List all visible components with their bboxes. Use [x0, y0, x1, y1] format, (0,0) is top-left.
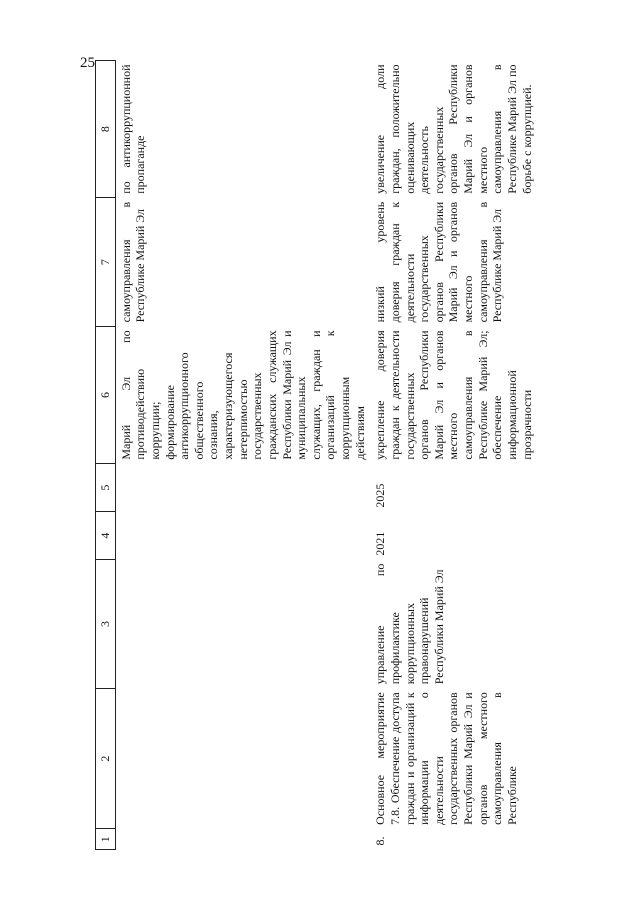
col-header-3: 3 [96, 560, 116, 689]
cell-executor: управление по профилактике коррупционных правонарушений Республики Марий Эл [373, 563, 446, 685]
page-number: 25 [80, 55, 95, 71]
col-header-8: 8 [96, 61, 116, 198]
col-header-4: 4 [96, 512, 116, 560]
measures-table [95, 60, 537, 850]
col-header-5: 5 [96, 464, 116, 512]
cell-indicator-link: по антикоррупционной пропаганде [118, 64, 148, 194]
cell-indicator-link: увеличение доли граждан, положительно оценивающих деятельность государственных органов Республики Марий Эл и органов местного самоуправления в Республике Марий Эл по борьбе с коррупцией. [373, 64, 534, 194]
col-header-6: 6 [96, 326, 116, 463]
cell-number [115, 829, 370, 850]
col-header-2: 2 [96, 688, 116, 829]
cell-consequences: низкий уровень доверия граждан к деятельности государственных органов Республики Марий Эл и органов местного самоуправления в Республике Марий Эл [373, 201, 505, 323]
cell-measure [115, 688, 370, 829]
cell-measure: Основное мероприятие 7.8. Обеспечение доступа граждан и организаций к информации о деятельности государственных органов Республики Марий Эл и органов местного самоуправления в Республике [373, 692, 519, 825]
col-header-1: 1 [96, 829, 116, 850]
rotated-table-container [95, 60, 535, 850]
col-header-7: 7 [96, 198, 116, 327]
cell-end-year [115, 464, 370, 512]
cell-start-year [115, 512, 370, 560]
column-number-header [96, 61, 116, 850]
table-row-continuation [115, 61, 370, 850]
cell-start-year: 2021 [373, 531, 388, 556]
table-row-8 [370, 61, 537, 850]
cell-executor [115, 560, 370, 689]
cell-expected-result: Марий Эл по противодействию коррупции; формирование антикоррупционного общественного сознания, характеризующегося нетерпимостью государственных гражданских служащих Республики Марий Эл и муниципальных служащих, граждан и организаций к коррупционным действиям [118, 330, 367, 460]
cell-end-year: 2025 [373, 483, 388, 508]
cell-number: 8. [373, 836, 388, 846]
cell-expected-result: укрепление доверия граждан к деятельности государственных органов Республики Марий Эл и органов местного самоуправления в Республике Марий Эл; обеспечение информационной прозрачности [373, 330, 534, 460]
cell-consequences: самоуправления в Республике Марий Эл [118, 201, 148, 323]
